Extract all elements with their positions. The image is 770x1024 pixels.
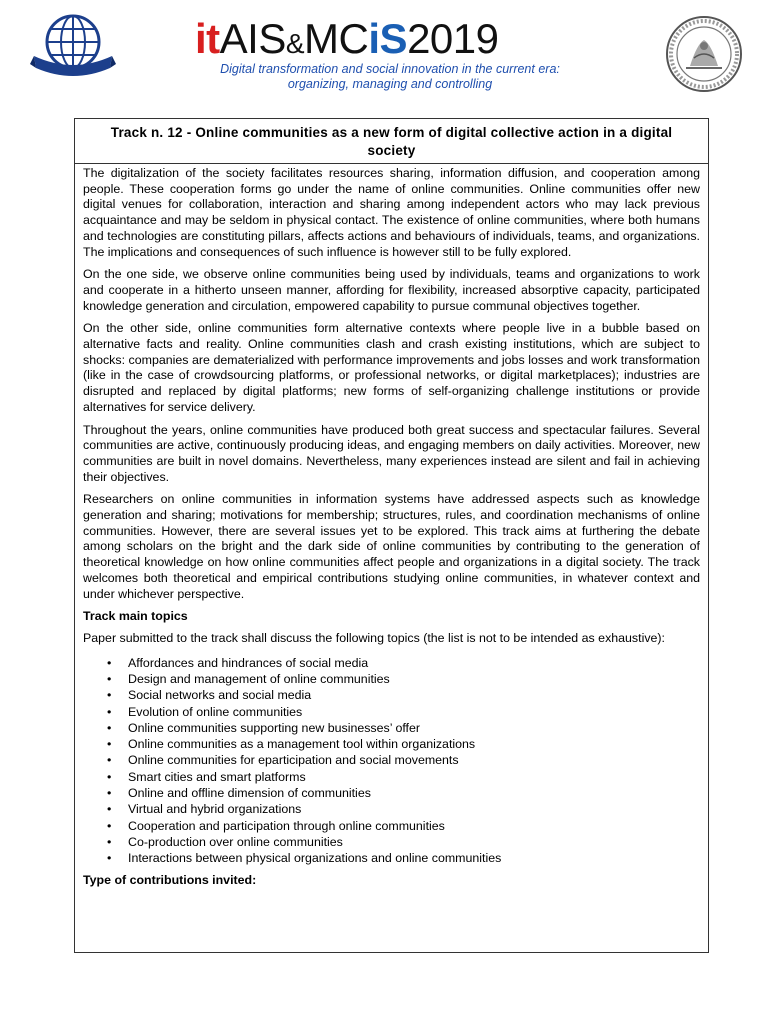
university-seal-logo	[664, 14, 744, 94]
conference-tagline	[170, 62, 610, 92]
university-seal-icon	[664, 14, 744, 94]
page-header	[0, 0, 770, 110]
paragraph-3: On the other side, online communities form alternative contexts where people live in a bubble based on alternative facts and reality. Online communities clash and crash existing institutions, which are subject to shocks: companies are dematerialized with performance improvements and jobs losses and work transformation (like in the case of crowdsourcing platforms, or professional networks, or digital marketplaces); industries are disrupted and replaced by digital platforms; new forms of self-organizing challenge institutions or provide alternatives for service delivery.	[83, 321, 700, 414]
brand-it: it	[195, 15, 220, 62]
brand-ais: AIS	[219, 15, 286, 62]
topic-item: • Smart cities and smart platforms	[83, 769, 700, 785]
globe-logo-icon	[30, 12, 116, 82]
conference-brand-title	[195, 14, 499, 64]
track-title: Track n. 12 - Online communities as a new form of digital collective action in a digital society	[75, 119, 708, 164]
paragraph-1: The digitalization of the society facilitates resources sharing, information diffusion, and cooperation among people. These cooperation forms go under the name of online communities. Online communities offer new digital venues for collaboration, interaction and sharing among independent actors who may lack previous acquaintance and may be seldom in physical contact. The existence of online communities, where both humans and technologies are constituting pillars, affects actions and behaviours of individuals, teams, and organizations. The implications and consequences of such influence is however still to be fully explored.	[83, 166, 700, 259]
topic-item: • Evolution of online communities	[83, 704, 700, 720]
brand-mc: MC	[304, 15, 369, 62]
topic-item: • Online communities for eparticipation and social movements	[83, 752, 700, 768]
contributions-heading: Type of contributions invited:	[83, 872, 257, 887]
affiliated-conference-logo	[30, 12, 116, 82]
tagline-line-1: Digital transformation and social innovation in the current era:	[220, 62, 560, 76]
topic-item: • Affordances and hindrances of social media	[83, 655, 700, 671]
topic-item: • Online and offline dimension of communities	[83, 785, 700, 801]
paragraph-2: On the one side, we observe online communities being used by individuals, teams and organizations to work and cooperate in a hitherto unseen manner, affording for flexibility, increased absorptive capacity, participated knowledge generation and circulation, empowered capability to pursue communal objectives together.	[83, 267, 700, 313]
track-description-box	[74, 118, 709, 953]
topics-heading: Track main topics	[83, 609, 188, 624]
topic-item: • Social networks and social media	[83, 687, 700, 703]
topic-item: • Interactions between physical organizations and online communities	[83, 850, 700, 866]
topics-intro: Paper submitted to the track shall discuss the following topics (the list is not to be intended as exhaustive):	[83, 630, 665, 645]
brand-year: 2019	[407, 15, 499, 62]
track-content	[75, 164, 708, 888]
topic-item: • Online communities supporting new businesses’ offer	[83, 720, 700, 736]
topic-item: • Cooperation and participation through online communities	[83, 818, 700, 834]
brand-is: iS	[368, 15, 408, 62]
tagline-line-2: organizing, managing and controlling	[287, 77, 493, 91]
topic-item: • Co-production over online communities	[83, 834, 700, 850]
topic-item: • Online communities as a management tool within organizations	[83, 736, 700, 752]
paragraph-5: Researchers on online communities in information systems have addressed aspects such as knowledge generation and sharing; motivations for membership; structures, rules, and coordination mechanisms of online communities. However, there are several issues yet to be explored. This track aims at furthering the debate among scholars on the bright and the dark side of online communities by contributing to the generation of theoretical knowledge on how online communities affect people and organizations in a digital society. The track welcomes both theoretical and empirical contributions studying online communities, in whatever context and under whichever perspective.	[83, 492, 700, 601]
topics-list	[83, 655, 700, 867]
topic-item: • Design and management of online communities	[83, 671, 700, 687]
paragraph-4: Throughout the years, online communities have produced both great success and spectacular failures. Several communities are active, continuously producing ideas, and engaging members on daily activities. Moreover, new communities are built in novel domains. Nevertheless, many experiences instead are silent and fail in achieving their objectives.	[83, 422, 700, 484]
topic-item: • Virtual and hybrid organizations	[83, 801, 700, 817]
brand-amp: &	[285, 28, 305, 59]
